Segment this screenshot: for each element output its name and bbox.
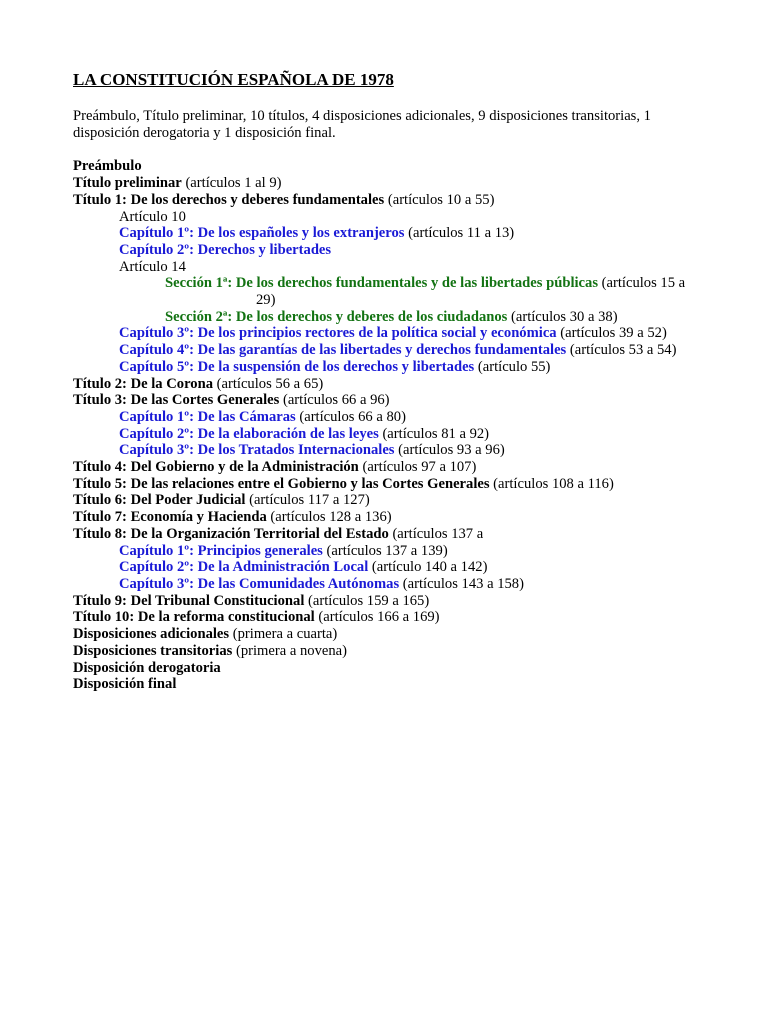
- toc-entry-label: Título 8: De la Organización Territorial del Estado: [73, 525, 389, 542]
- toc-entry-label: Sección 2ª: De los derechos y deberes de los ciudadanos: [165, 308, 508, 325]
- toc-entry: [73, 175, 695, 192]
- toc-entry-label: Título 5: De las relaciones entre el Gobierno y las Cortes Generales: [73, 475, 490, 492]
- toc-entry: [73, 643, 695, 660]
- toc-entry-label: Título preliminar: [73, 175, 182, 192]
- toc-entry: [73, 492, 695, 509]
- toc-entry: [73, 509, 695, 526]
- toc-entry-label: Disposiciones adicionales: [73, 626, 230, 643]
- toc-entry-label: Título 9: Del Tribunal Constitucional: [73, 592, 305, 609]
- toc-entry-range: (artículo 140 a 142): [368, 559, 488, 576]
- toc-entry-range: (artículos 81 a 92): [378, 425, 490, 442]
- toc-entry: [73, 626, 695, 643]
- toc-entry-label: Capítulo 3º: De los principios rectores de la política social y económica: [119, 325, 557, 342]
- toc-entry-range: (artículos 93 a 96): [394, 442, 505, 459]
- toc-entry-range: (primera a novena): [232, 642, 347, 659]
- toc-entry-range: (artículos 11 a 13): [404, 225, 515, 242]
- toc-entry: [73, 459, 695, 476]
- toc-entry: [73, 192, 695, 209]
- toc-entry-label: Capítulo 1º: Principios generales: [119, 542, 323, 559]
- toc-entry-range: (artículos 10 a 55): [384, 191, 495, 208]
- toc-entry-label: Disposición derogatoria: [73, 659, 221, 676]
- toc-entry-label: Sección 1ª: De los derechos fundamentales y de las libertades públicas: [165, 275, 599, 292]
- toc-entry: [73, 275, 695, 308]
- toc-entry-range: (artículos 56 a 65): [213, 375, 324, 392]
- toc-entry-label: Título 1: De los derechos y deberes fundamentales: [73, 191, 385, 208]
- toc-entry: [73, 259, 695, 276]
- toc-entry: [73, 476, 695, 493]
- toc-entry-range: (artículos 108 a 116): [489, 475, 614, 492]
- toc-entry-range: (primera a cuarta): [229, 626, 338, 643]
- toc-entry-label: Capítulo 1º: De los españoles y los extranjeros: [119, 225, 405, 242]
- toc-entry-range: (artículos 159 a 165): [304, 592, 430, 609]
- toc-entry-range: (artículos 1 al 9): [181, 175, 282, 192]
- toc-entry: [73, 593, 695, 610]
- toc-entry: [73, 209, 695, 226]
- toc-entry: [73, 158, 695, 175]
- toc-entry-range: (artículos 66 a 96): [279, 392, 390, 409]
- toc-entry-label: Título 6: Del Poder Judicial: [73, 492, 246, 509]
- toc-entry-label: Capítulo 5º: De la suspensión de los derechos y libertades: [119, 358, 475, 375]
- toc-entry-label: Preámbulo: [73, 158, 142, 175]
- toc-entry-range: (artículos 117 a 127): [245, 492, 370, 509]
- toc-entry-range: (artículos 15 a 29): [256, 275, 686, 309]
- toc-entry: [73, 609, 695, 626]
- toc-entry-article: Artículo 14: [119, 258, 186, 275]
- toc-entry-range: (artículos 53 a 54): [566, 342, 677, 359]
- toc-entry: [73, 526, 695, 543]
- toc-entry-range: (artículos 97 a 107): [358, 459, 477, 476]
- toc-entry-label: Título 3: De las Cortes Generales: [73, 392, 280, 409]
- toc-entry: [73, 342, 695, 359]
- table-of-contents: [73, 158, 695, 693]
- toc-entry-label: Título 4: Del Gobierno y de la Administración: [73, 459, 359, 476]
- toc-entry: [73, 409, 695, 426]
- toc-entry-article: Artículo 10: [119, 208, 186, 225]
- toc-entry-range: (artículos 128 a 136): [266, 509, 392, 526]
- toc-entry: [73, 576, 695, 593]
- toc-entry-label: Título 2: De la Corona: [73, 375, 213, 392]
- toc-entry-label: Disposición final: [73, 676, 177, 693]
- toc-entry-label: Título 7: Economía y Hacienda: [73, 509, 267, 526]
- toc-entry: [73, 660, 695, 677]
- toc-entry: [73, 392, 695, 409]
- toc-entry-range: (artículos 137 a: [388, 525, 484, 542]
- toc-entry-label: Título 10: De la reforma constitucional: [73, 609, 315, 626]
- toc-entry: [73, 359, 695, 376]
- toc-entry-label: Capítulo 3º: De los Tratados Internacionales: [119, 442, 395, 459]
- intro-paragraph: Preámbulo, Título preliminar, 10 títulos, 4 disposiciones adicionales, 9 disposiciones transitorias, 1 disposición derogatoria y 1 disposición final.: [73, 108, 651, 141]
- toc-entry-range: (artículos 66 a 80): [295, 408, 406, 425]
- toc-entry-label: Capítulo 4º: De las garantías de las libertades y derechos fundamentales: [119, 342, 567, 359]
- toc-entry-label: Capítulo 2º: De la Administración Local: [119, 559, 369, 576]
- toc-entry: [73, 325, 695, 342]
- toc-entry-range: (artículos 39 a 52): [556, 325, 667, 342]
- toc-entry: [73, 225, 695, 242]
- toc-entry: [73, 559, 695, 576]
- toc-entry-label: Capítulo 3º: De las Comunidades Autónomas: [119, 575, 400, 592]
- toc-entry: [73, 426, 695, 443]
- toc-entry-label: Capítulo 2º: Derechos y libertades: [119, 241, 332, 258]
- toc-entry-range: (artículos 30 a 38): [507, 308, 618, 325]
- toc-entry-label: Capítulo 1º: De las Cámaras: [119, 408, 296, 425]
- toc-entry-label: Disposiciones transitorias: [73, 642, 233, 659]
- toc-entry-range: (artículos 137 a 139): [322, 542, 448, 559]
- toc-entry: [73, 376, 695, 393]
- toc-entry: [73, 242, 695, 259]
- toc-entry: [73, 676, 695, 693]
- toc-entry-range: (artículos 143 a 158): [399, 575, 524, 592]
- toc-entry: [73, 442, 695, 459]
- toc-entry: [73, 309, 695, 326]
- document-title: LA CONSTITUCIÓN ESPAÑOLA DE 1978: [73, 70, 394, 89]
- toc-entry-range: (artículo 55): [474, 358, 551, 375]
- toc-entry: [73, 543, 695, 560]
- toc-entry-label: Capítulo 2º: De la elaboración de las leyes: [119, 425, 379, 442]
- toc-entry-range: (artículos 166 a 169): [314, 609, 440, 626]
